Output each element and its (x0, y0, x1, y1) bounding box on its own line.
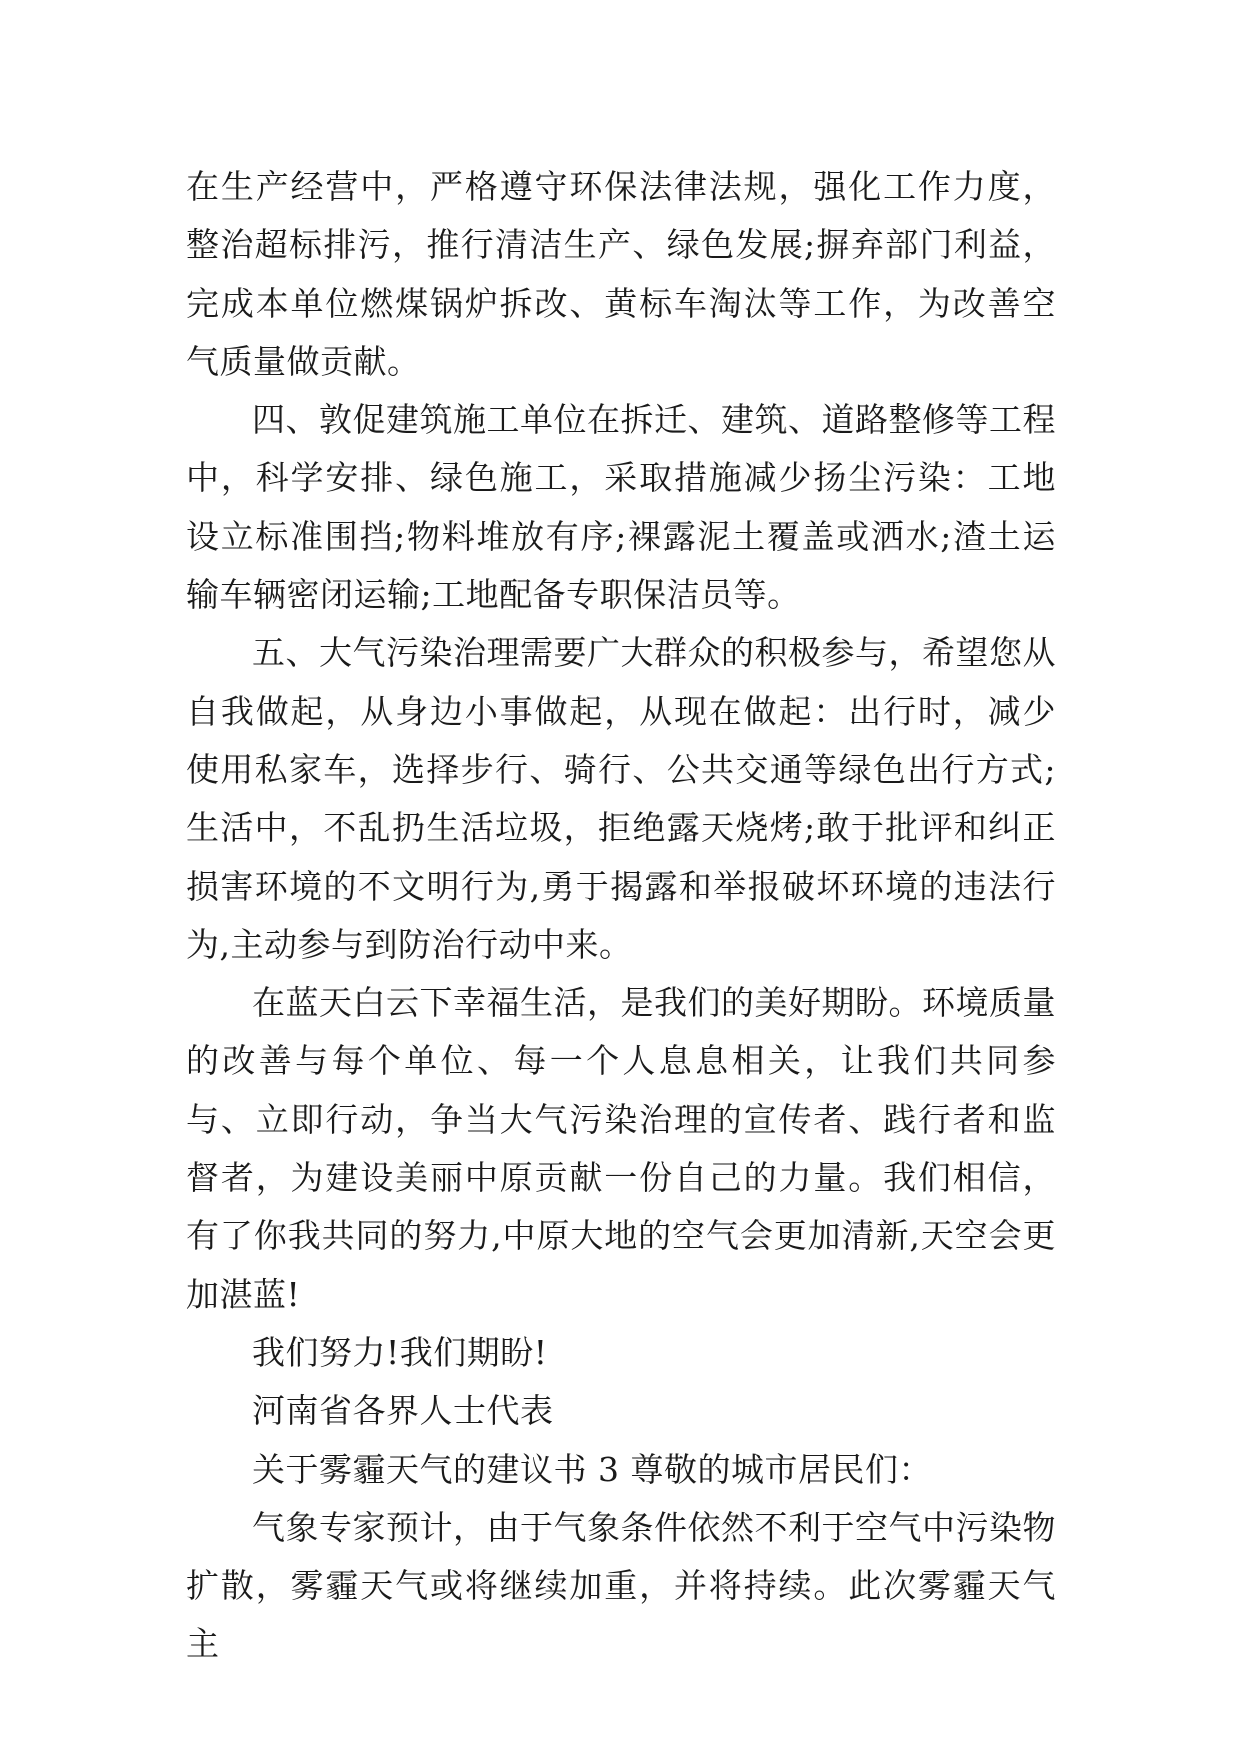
paragraph-closing: 在蓝天白云下幸福生活，是我们的美好期盼。环境质量的改善与每个单位、每一个人息息相关，让我们共同参与、立即行动，争当大气污染治理的宣传者、践行者和监督者，为建设美丽中原贡献一份自己的力量。我们相信，有了你我共同的努力,中原大地的空气会更加清新,天空会更加湛蓝! (186, 983, 1056, 1314)
paragraph-continuation: 在生产经营中，严格遵守环保法律法规，强化工作力度，整治超标排污，推行清洁生产、绿色发展;摒弃部门利益，完成本单位燃煤锅炉拆改、黄标车淘汰等工作，为改善空气质量做贡献。 (186, 167, 1056, 381)
paragraph-signature: 河南省各界人士代表 (252, 1391, 554, 1431)
paragraph-next-body: 气象专家预计，由于气象条件依然不利于空气中污染物扩散，雾霾天气或将继续加重，并将持续。此次雾霾天气主 (186, 1507, 1056, 1664)
paragraph-slogan: 我们努力!我们期盼! (252, 1332, 548, 1372)
paragraph-item-5: 五、大气污染治理需要广大群众的积极参与，希望您从自我做起，从身边小事做起，从现在做起：出行时，减少使用私家车，选择步行、骑行、公共交通等绿色出行方式;生活中，不乱扔生活垃圾，拒绝露天烧烤;敢于批评和纠正损害环境的不文明行为,勇于揭露和举报破坏环境的违法行为,主动参与到防治行动中来。 (186, 633, 1056, 964)
paragraph-next-title: 关于雾霾天气的建议书 3 尊敬的城市居民们： (252, 1449, 932, 1489)
document-body (186, 158, 1056, 1674)
paragraph-item-4: 四、敦促建筑施工单位在拆迁、建筑、道路整修等工程中，科学安排、绿色施工，采取措施减少扬尘污染：工地设立标准围挡;物料堆放有序;裸露泥土覆盖或洒水;渣土运输车辆密闭运输;工地配备专职保洁员等。 (186, 400, 1056, 615)
